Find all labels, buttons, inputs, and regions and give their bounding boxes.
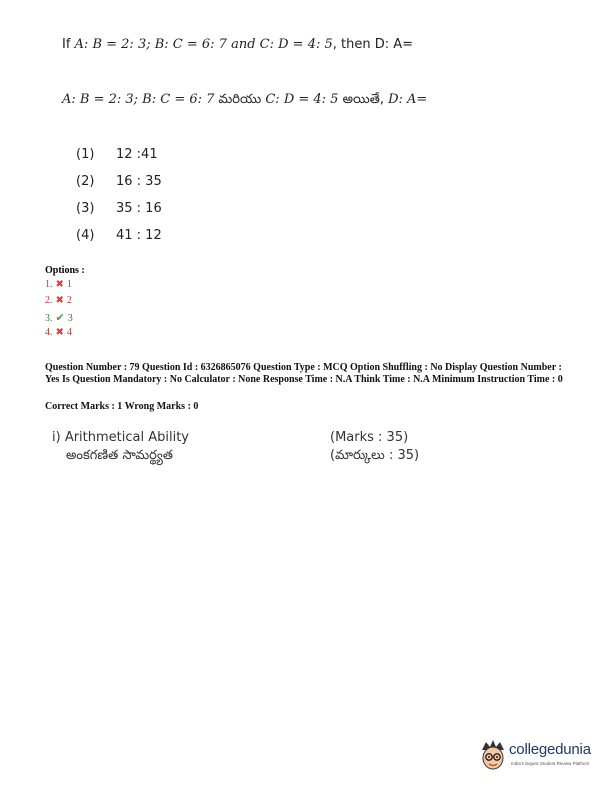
option-item-2 <box>45 295 72 306</box>
question-and: and <box>226 37 260 52</box>
option-item-4 <box>45 327 72 338</box>
choice-2 <box>76 174 162 189</box>
choice-value: 16 : 35 <box>116 174 162 189</box>
option-item-3 <box>45 311 73 324</box>
question-english <box>62 37 413 52</box>
section-marks-telugu: (మార్కులు : 35) <box>330 448 420 463</box>
options-section <box>45 265 85 276</box>
option-label: 3. <box>45 313 53 324</box>
telugu-math-2: C: D = 4: 5 <box>265 92 339 107</box>
question-math-2: C: D = 4: 5 <box>259 37 333 52</box>
marks-meta: Correct Marks : 1 Wrong Marks : 0 <box>45 401 199 412</box>
option-value: 4 <box>66 327 72 338</box>
option-item-1 <box>45 279 72 290</box>
option-label: 1. <box>45 279 53 290</box>
choice-value: 41 : 12 <box>116 228 162 243</box>
question-meta: Question Number : 79 Question Id : 6326865076 Question Type : MCQ Option Shuffling : No Display Question Number : Yes Is Question Mandatory : No Calculator : None Response Time : N.A Think Time : N.A Minimum Instruction Time : 0 <box>45 362 563 385</box>
logo-wordmark: collegedunia <box>509 741 591 758</box>
cross-icon: ✖ <box>55 279 64 290</box>
question-suffix: , then D: A= <box>332 37 414 52</box>
choice-value: 12 :41 <box>116 147 158 162</box>
cross-icon: ✖ <box>55 327 64 338</box>
option-value: 3 <box>67 313 73 324</box>
question-telugu <box>62 92 427 110</box>
option-value: 1 <box>66 279 72 290</box>
question-math-1: A: B = 2: 3; B: C = 6: 7 <box>74 37 227 52</box>
option-value: 2 <box>66 295 72 306</box>
logo-tagline: India's largest Student Review Platform <box>511 761 590 766</box>
option-label: 4. <box>45 327 53 338</box>
choice-3 <box>76 201 162 216</box>
choice-4 <box>76 228 162 243</box>
checkmark-icon: ✔ <box>55 312 65 324</box>
collegedunia-logo <box>478 738 604 778</box>
choice-number: (2) <box>76 174 95 189</box>
options-title: Options : <box>45 265 85 276</box>
choice-1 <box>76 147 158 162</box>
question-prefix: If <box>62 37 75 52</box>
telugu-math-1: A: B = 2: 3; B: C = 6: 7 <box>62 92 215 107</box>
choice-number: (4) <box>76 228 95 243</box>
choice-value: 35 : 16 <box>116 201 162 216</box>
telugu-and: మరియు <box>214 92 266 107</box>
option-label: 2. <box>45 295 53 306</box>
mascot-icon <box>478 738 508 774</box>
choice-number: (3) <box>76 201 95 216</box>
section-title-english: i) Arithmetical Ability <box>52 430 190 445</box>
cross-icon: ✖ <box>55 295 64 306</box>
section-title-telugu: అంకగణిత సామర్థ్యత <box>66 448 174 463</box>
choice-number: (1) <box>76 147 95 162</box>
telugu-math-3: D: A= <box>388 92 428 107</box>
section-marks-english: (Marks : 35) <box>330 430 409 445</box>
telugu-then: అయితే, <box>338 92 389 107</box>
